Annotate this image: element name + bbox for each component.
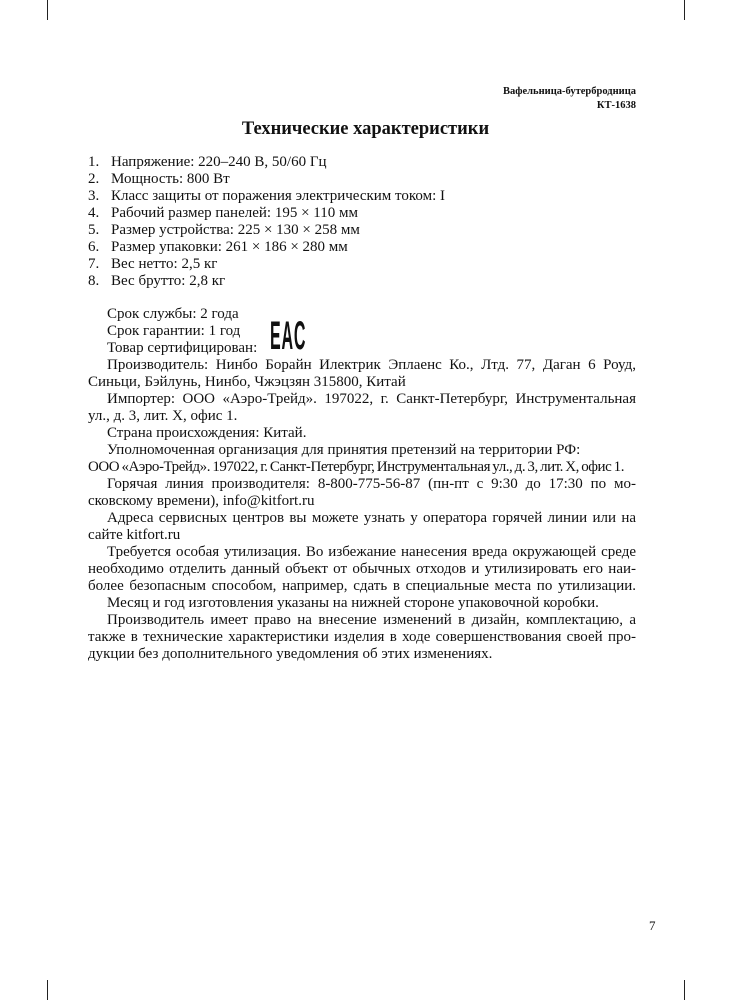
spec-text: Вес нетто: 2,5 кг [111, 256, 218, 272]
spec-text: Рабочий размер панелей: 195 × 110 мм [111, 205, 358, 221]
spec-item [88, 273, 636, 290]
spec-item [88, 222, 636, 239]
crop-mark [684, 0, 685, 20]
service-centers-line: сайте kitfort.ru [88, 527, 181, 543]
disposal-line: Требуется особая утилизация. Во избежание нанесения вреда окружающей среде [107, 544, 636, 560]
spec-number: 4. [88, 205, 100, 221]
spec-text: Размер устройства: 225 × 130 × 258 мм [111, 222, 360, 238]
spec-item [88, 171, 636, 188]
hotline-line: Горячая линия производителя: 8-800-775-56-87 (пн-пт с 9:30 до 17:30 по мо- [107, 476, 636, 492]
disposal-line: более безопасным способом, например, сдать в специальные места по утилизации. [88, 578, 636, 594]
document-body [88, 154, 636, 663]
eac-certification-mark: EAC [270, 314, 307, 358]
spec-number: 5. [88, 222, 100, 238]
spec-item [88, 205, 636, 222]
spec-number: 7. [88, 256, 100, 272]
spec-item [88, 154, 636, 171]
spec-text: Класс защиты от поражения электрическим током: I [111, 188, 446, 204]
changes-notice-line: дукции без дополнительного уведомления об этих изменениях. [88, 646, 493, 662]
spec-number: 8. [88, 273, 100, 289]
hotline-line: сковскому времени), info@kitfort.ru [88, 493, 315, 509]
service-centers-line: Адреса сервисных центров вы можете узнать у оператора горячей линии или на [107, 510, 636, 526]
crop-mark [47, 0, 48, 20]
authorized-org-line: Уполномоченная организация для принятия претензий на территории РФ: [107, 442, 581, 458]
warranty: Срок гарантии: 1 год [107, 323, 241, 339]
page-number: 7 [649, 918, 656, 933]
changes-notice-line: также в технические характеристики изделия в ходе совершенствования своей про- [88, 629, 636, 645]
page-title: Технические характеристики [241, 119, 490, 139]
spec-item [88, 239, 636, 256]
service-life: Срок службы: 2 года [107, 306, 239, 322]
spec-number: 1. [88, 154, 100, 170]
crop-mark [47, 980, 48, 1000]
country-of-origin: Страна происхождения: Китай. [107, 425, 307, 441]
spec-item [88, 256, 636, 273]
spec-text: Размер упаковки: 261 × 186 × 280 мм [111, 239, 348, 255]
importer-line: Импортер: ООО «Аэро-Трейд». 197022, г. Санкт-Петербург, Инструментальная [107, 391, 636, 407]
manufacturer-line: Синьци, Бэйлунь, Нинбо, Чжэцзян 315800, Китай [88, 374, 406, 390]
header-product: Вафельница-бутербродница [502, 86, 636, 97]
disposal-line: необходимо отделить данный объект от обычных отходов и утилизировать его наи- [88, 561, 636, 577]
manufacture-date-note: Месяц и год изготовления указаны на нижней стороне упаковочной коробки. [107, 595, 599, 611]
spec-text: Вес брутто: 2,8 кг [111, 273, 226, 289]
changes-notice-line: Производитель имеет право на внесение изменений в дизайн, комплектацию, а [107, 612, 636, 628]
spec-item [88, 188, 636, 205]
spec-number: 6. [88, 239, 100, 255]
importer-line: ул., д. 3, лит. Х, офис 1. [88, 408, 238, 424]
spec-text: Напряжение: 220–240 В, 50/60 Гц [111, 154, 327, 170]
header-model: КТ-1638 [596, 100, 636, 111]
manufacturer-line: Производитель: Нинбо Борайн Илектрик Эплаенс Ко., Лтд. 77, Даган 6 Роуд, [107, 357, 636, 373]
spec-number: 3. [88, 188, 100, 204]
crop-mark [684, 980, 685, 1000]
spec-text: Мощность: 800 Вт [111, 171, 230, 187]
spec-number: 2. [88, 171, 100, 187]
certification: Товар сертифицирован: [107, 340, 258, 356]
spec-list [88, 154, 636, 290]
authorized-org-line: ООО «Аэро-Трейд». 197022, г. Санкт-Петербург, Инструментальная ул., д. 3, лит. Х, офис 1. [88, 459, 624, 475]
